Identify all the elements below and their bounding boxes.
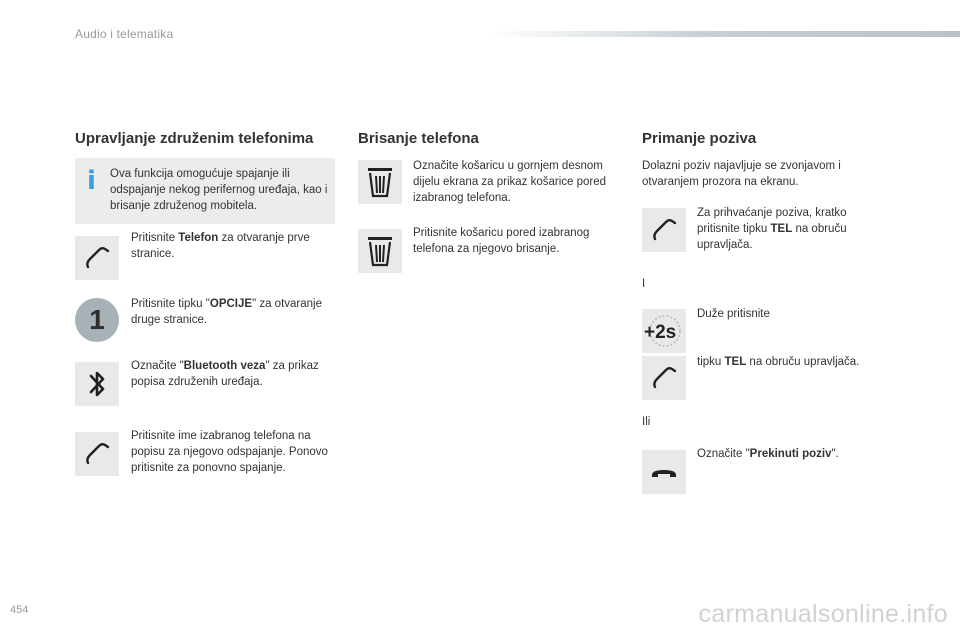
separator-and: I <box>642 278 646 290</box>
phone-tile-3 <box>642 208 686 252</box>
hold-label: +2s <box>644 322 677 343</box>
col3-step2-text: Duže pritisnite <box>697 308 770 320</box>
phone-handset-icon <box>649 363 679 393</box>
hang-up-icon <box>649 462 679 482</box>
step-number-badge: 1 <box>75 298 119 342</box>
phone-handset-icon <box>82 439 112 469</box>
trash-tile-2 <box>358 229 402 273</box>
header-bar <box>490 31 960 37</box>
col3-title: Primanje poziva <box>642 130 757 147</box>
trash-icon <box>365 166 395 198</box>
col2-step1-text: Označite košaricu u gornjem desnom dijelu ekrana za prikaz košarice pored izabranog telefona. <box>413 160 607 204</box>
col1-title: Upravljanje združenim telefonima <box>75 130 314 147</box>
col3-step3-text: tipku TEL na obruču upravljača. <box>697 356 860 368</box>
phone-handset-icon <box>82 243 112 273</box>
col1-step3-text: Označite "Bluetooth veza" za prikaz popisa združenih uređaja. <box>131 360 319 388</box>
hold-two-seconds-icon <box>643 311 685 351</box>
trash-icon <box>365 235 395 267</box>
hangup-tile <box>642 450 686 494</box>
col1-step4-text: Pritisnite ime izabranog telefona na popisu za njegovo odspajanje. Ponovo pritisnite za ponovno spajanje. <box>131 430 328 474</box>
phone-handset-icon <box>649 215 679 245</box>
col3-step1-text: Za prihvaćanje poziva, kratko pritisnite tipku TEL na obruču upravljača. <box>697 207 847 251</box>
col1-step1-text: Pritisnite Telefon za otvaranje prve stranice. <box>131 232 310 260</box>
col3-step4-text: Označite "Prekinuti poziv". <box>697 448 839 460</box>
bluetooth-icon <box>84 367 110 401</box>
phone-tile-4 <box>642 356 686 400</box>
col3-intro-text: Dolazni poziv najavljuje se zvonjavom i otvaranjem prozora na ekranu. <box>642 160 841 188</box>
col2-title: Brisanje telefona <box>358 130 479 147</box>
trash-tile-1 <box>358 160 402 204</box>
page-number: 454 <box>10 604 29 616</box>
col2-step2-text: Pritisnite košaricu pored izabranog telefona za njegovo brisanje. <box>413 227 590 255</box>
phone-tile-1 <box>75 236 119 280</box>
col1-step2-text: Pritisnite tipku "OPCIJE" za otvaranje druge stranice. <box>131 298 322 326</box>
header-title: Audio i telematika <box>75 27 174 41</box>
hold-tile <box>642 309 686 353</box>
bluetooth-tile <box>75 362 119 406</box>
watermark: carmanualsonline.info <box>698 600 948 628</box>
separator-or: Ili <box>642 416 651 428</box>
info-text: Ova funkcija omogućuje spajanje ili odspajanje nekog perifernog uređaja, kao i brisanje združenog mobitela. <box>110 168 328 212</box>
info-icon: i <box>87 166 96 196</box>
phone-tile-2 <box>75 432 119 476</box>
